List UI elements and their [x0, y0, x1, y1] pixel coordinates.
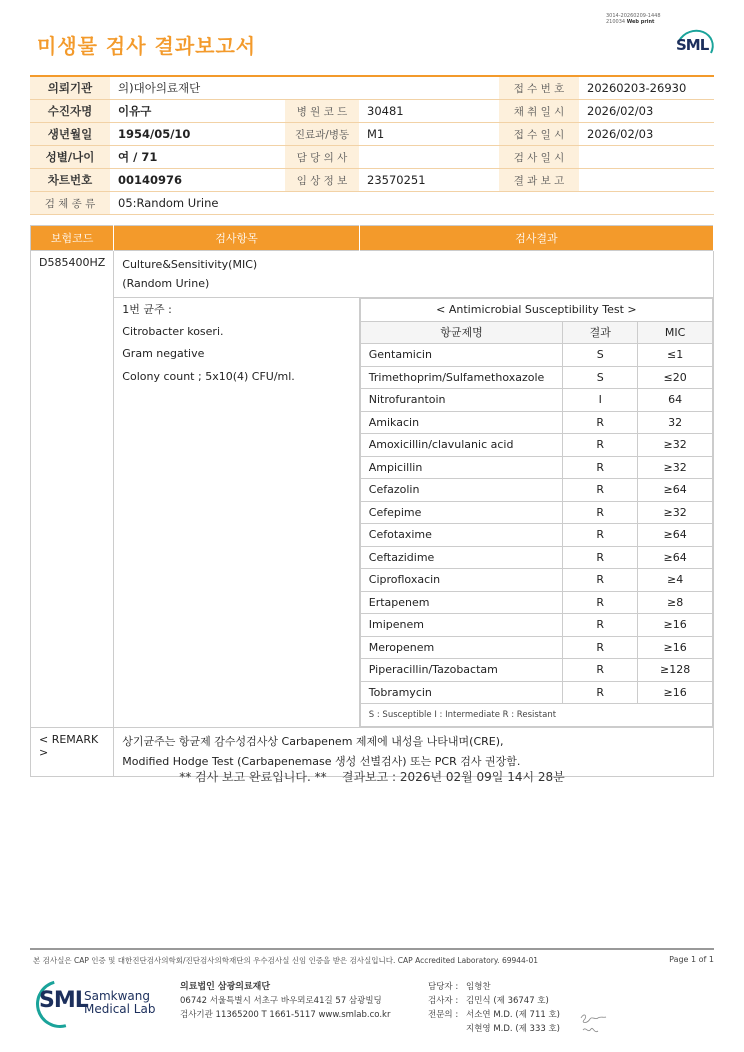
ast-mic: ≥8 — [638, 591, 713, 614]
ast-mic: ≥32 — [638, 434, 713, 457]
ast-row — [360, 614, 712, 637]
lab-address — [180, 980, 390, 1022]
specimen-label: 검 체 종 류 — [30, 192, 110, 215]
info-value: 20260203-26930 — [579, 76, 714, 100]
ast-legend: S : Susceptible I : Intermediate R : Resistant — [360, 704, 712, 727]
ast-mic: 32 — [638, 411, 713, 434]
info-row — [30, 100, 714, 123]
print-code — [606, 13, 661, 25]
ast-mic: ≥16 — [638, 614, 713, 637]
ast-drug: Amikacin — [360, 411, 563, 434]
ast-mic: ≥16 — [638, 681, 713, 704]
info-value: 여 / 71 — [110, 146, 285, 169]
ast-header-mic: MIC — [638, 321, 713, 344]
info-label: 차트번호 — [30, 169, 110, 192]
ast-result: R — [563, 591, 638, 614]
info-label: 채 취 일 시 — [499, 100, 579, 123]
staff-name: 김민식 (제 36747 호) — [466, 996, 549, 1006]
ast-drug: Ertapenem — [360, 591, 563, 614]
info-label: 성별/나이 — [30, 146, 110, 169]
info-label: 검 사 일 시 — [499, 146, 579, 169]
remark-line1: 상기균주는 항균제 감수성검사상 Carbapenem 제제에 내성을 나타내며(CRE), — [122, 734, 504, 748]
ast-drug: Tobramycin — [360, 681, 563, 704]
ast-header-result: 결과 — [563, 321, 638, 344]
info-label: 접 수 일 시 — [499, 123, 579, 146]
ast-result: S — [563, 366, 638, 389]
ast-drug: Trimethoprim/Sulfamethoxazole — [360, 366, 563, 389]
signature-icon — [578, 1010, 608, 1038]
ast-result: I — [563, 389, 638, 412]
test-item — [114, 251, 714, 298]
ast-row — [360, 681, 712, 704]
info-label: 결 과 보 고 — [499, 169, 579, 192]
staff-name: 임형찬 — [466, 982, 491, 992]
ast-row — [360, 344, 712, 367]
ast-header-drug: 항균제명 — [360, 321, 563, 344]
ast-result: R — [563, 434, 638, 457]
footer-divider — [30, 948, 714, 950]
info-value: 의)대아의료재단 — [110, 76, 285, 100]
organism-name: Citrobacter koseri. — [122, 325, 224, 339]
ast-drug: Gentamicin — [360, 344, 563, 367]
ast-row — [360, 456, 712, 479]
info-value: 00140976 — [110, 169, 285, 192]
organism-cell — [114, 298, 359, 728]
specimen-value: 05:Random Urine — [110, 192, 714, 215]
ast-mic: ≥64 — [638, 546, 713, 569]
completion-notice: ** 검사 보고 완료입니다. ** 결과보고 : 2026년 02월 09일 14시 28분 — [179, 770, 565, 784]
remark-label: < REMARK > — [31, 727, 114, 776]
ast-drug: Cefazolin — [360, 479, 563, 502]
ast-mic: 64 — [638, 389, 713, 412]
org-name: 의료법인 삼광의료재단 — [180, 982, 271, 992]
staff-list: 담당자 : 임형찬 검사자 : 김민식 (제 36747 호) 전문의 : 서소연 M.D. (제 711 호) 지현영 M.D. (제 333 호) — [428, 982, 561, 1034]
ast-result: R — [563, 659, 638, 682]
ast-mic: ≥32 — [638, 456, 713, 479]
ast-drug: Piperacillin/Tazobactam — [360, 659, 563, 682]
ast-result: R — [563, 614, 638, 637]
ast-row — [360, 659, 712, 682]
ast-result: R — [563, 411, 638, 434]
logo-text: SML — [39, 988, 88, 1013]
info-value: 23570251 — [359, 169, 499, 192]
ast-title: < Antimicrobial Susceptibility Test > — [360, 299, 712, 322]
logo-text: SML — [676, 36, 709, 54]
organism-label: 1번 균주 : — [122, 303, 172, 317]
info-value: 이유구 — [110, 100, 285, 123]
info-label: 의뢰기관 — [30, 76, 110, 100]
staff-name: 서소연 M.D. (제 711 호) — [466, 1010, 561, 1020]
ast-result: R — [563, 456, 638, 479]
ast-table — [360, 298, 713, 727]
sml-logo — [674, 28, 714, 64]
staff-name: 지현영 M.D. (제 333 호) — [466, 1024, 561, 1034]
print-mode: Web print — [626, 19, 655, 25]
ast-mic: ≥32 — [638, 501, 713, 524]
info-row — [30, 123, 714, 146]
ast-result: S — [563, 344, 638, 367]
ast-row — [360, 524, 712, 547]
ast-drug: Meropenem — [360, 636, 563, 659]
info-value: 1954/05/10 — [110, 123, 285, 146]
ast-row — [360, 636, 712, 659]
test-item-name: Culture&Sensitivity(MIC) — [122, 258, 258, 271]
ast-mic: ≥4 — [638, 569, 713, 592]
info-value: M1 — [359, 123, 499, 146]
organism-count: Colony count ; 5x10(4) CFU/ml. — [122, 369, 295, 383]
certification-note: 본 검사실은 CAP 인증 및 대한진단검사의학회/진단검사의학재단의 우수검사실 신임 인증을 받은 검사실입니다. CAP Accredited Laboratory. 69944-01 — [33, 956, 539, 965]
ast-mic: ≥128 — [638, 659, 713, 682]
info-label: 수진자명 — [30, 100, 110, 123]
organism-gram: Gram negative — [122, 347, 205, 361]
ast-result: R — [563, 546, 638, 569]
ast-drug: Ampicillin — [360, 456, 563, 479]
col-header-code: 보험코드 — [31, 226, 114, 251]
info-row — [30, 146, 714, 169]
ast-result: R — [563, 479, 638, 502]
info-label: 임 상 정 보 — [285, 169, 359, 192]
ast-result: R — [563, 681, 638, 704]
insurance-code: D585400HZ — [31, 251, 114, 728]
ast-drug: Nitrofurantoin — [360, 389, 563, 412]
ast-row — [360, 479, 712, 502]
ast-drug: Cefepime — [360, 501, 563, 524]
col-header-result: 검사결과 — [359, 226, 713, 251]
ast-mic: ≥16 — [638, 636, 713, 659]
info-value: 30481 — [359, 100, 499, 123]
ast-row — [360, 434, 712, 457]
ast-drug: Amoxicillin/clavulanic acid — [360, 434, 563, 457]
ast-drug: Imipenem — [360, 614, 563, 637]
ast-row — [360, 501, 712, 524]
ast-drug: Ciprofloxacin — [360, 569, 563, 592]
ast-drug: Cefotaxime — [360, 524, 563, 547]
info-label: 담 당 의 사 — [285, 146, 359, 169]
info-label: 진료과/병동 — [285, 123, 359, 146]
ast-result: R — [563, 501, 638, 524]
lab-name-en: Samkwang Medical Lab — [84, 989, 156, 1016]
ast-mic: ≥64 — [638, 479, 713, 502]
info-label: 병 원 코 드 — [285, 100, 359, 123]
address: 06742 서울특별시 서초구 바우뫼로41길 57 삼광빌딩 — [180, 996, 382, 1006]
samkwang-logo — [36, 980, 166, 1026]
ast-result: R — [563, 569, 638, 592]
ast-cell — [359, 298, 713, 728]
ast-row — [360, 411, 712, 434]
info-value — [359, 146, 499, 169]
ast-row — [360, 591, 712, 614]
info-label: 접 수 번 호 — [499, 76, 579, 100]
report-title: 미생물 검사 결과보고서 — [37, 34, 257, 58]
info-label: 생년월일 — [30, 123, 110, 146]
patient-info-table — [30, 75, 714, 215]
info-value — [579, 169, 714, 192]
info-row-specimen — [30, 192, 714, 215]
ast-result: R — [563, 636, 638, 659]
contact: 검사기관 11365200 T 1661-5117 www.smlab.co.kr — [180, 1010, 391, 1020]
test-item-specimen: (Random Urine) — [122, 277, 210, 290]
info-value: 2026/02/03 — [579, 100, 714, 123]
print-code-line1: 3014-20260209-1448 — [606, 13, 661, 19]
ast-row — [360, 366, 712, 389]
ast-row — [360, 546, 712, 569]
page-number: Page 1 of 1 — [669, 955, 714, 964]
ast-mic: ≥64 — [638, 524, 713, 547]
info-value: 2026/02/03 — [579, 123, 714, 146]
info-row — [30, 76, 714, 100]
print-code-line2: 210034 — [606, 19, 626, 25]
remark-line2: Modified Hodge Test (Carbapenemase 생성 선별검사) 또는 PCR 검사 권장함. — [122, 754, 521, 768]
ast-mic: ≤1 — [638, 344, 713, 367]
ast-mic: ≤20 — [638, 366, 713, 389]
col-header-item: 검사항목 — [114, 226, 359, 251]
ast-row — [360, 569, 712, 592]
ast-row — [360, 389, 712, 412]
info-row — [30, 169, 714, 192]
results-table — [30, 225, 714, 777]
ast-drug: Ceftazidime — [360, 546, 563, 569]
ast-result: R — [563, 524, 638, 547]
info-value — [579, 146, 714, 169]
